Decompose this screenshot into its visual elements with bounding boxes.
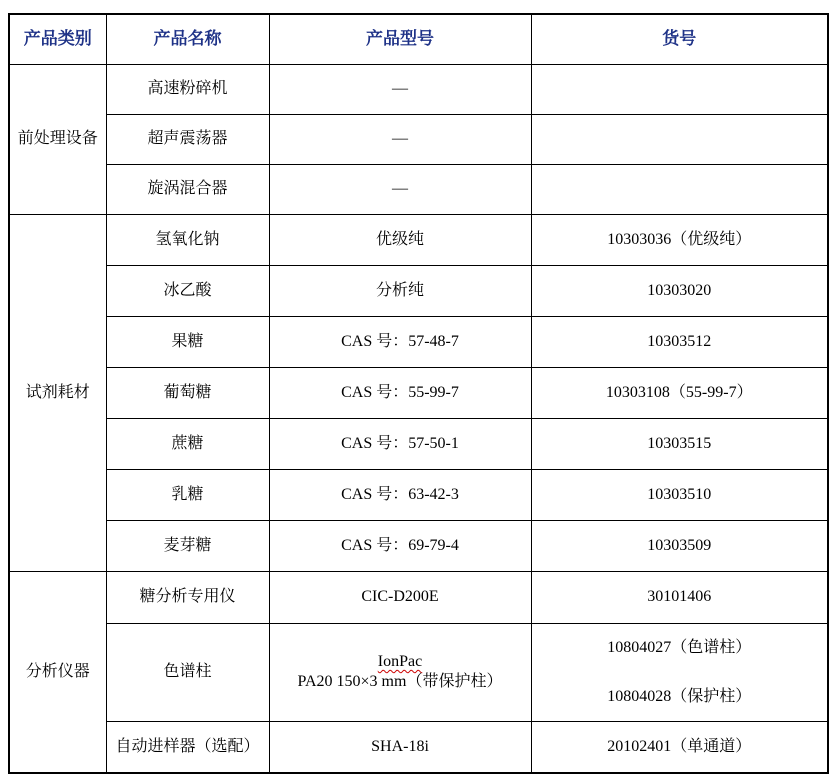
col-header-name: 产品名称 — [106, 14, 269, 64]
col-header-model: 产品型号 — [269, 14, 531, 64]
sku-cell: 10303108（55-99-7） — [531, 367, 828, 418]
product-name-cell: 冰乙酸 — [106, 265, 269, 316]
sku-line: 10804027（色谱柱） — [607, 638, 752, 656]
sku-cell — [531, 623, 828, 721]
product-name-cell: 氢氧化钠 — [106, 214, 269, 265]
model-cell: CAS 号：55-99-7 — [269, 367, 531, 418]
sku-line: 10804028（保护柱） — [607, 687, 752, 705]
sku-cell — [531, 114, 828, 164]
product-table — [8, 13, 829, 774]
model-cell: 优级纯 — [269, 214, 531, 265]
model-cell: — — [269, 164, 531, 214]
category-cell: 前处理设备 — [9, 64, 106, 214]
col-header-category: 产品类别 — [9, 14, 106, 64]
sku-cell — [531, 64, 828, 114]
product-name-cell: 乳糖 — [106, 469, 269, 520]
table-row — [9, 571, 828, 623]
model-misspelled-text: IonPac — [377, 653, 423, 670]
model-text: PA20 150×3 mm（带保护柱） — [297, 673, 503, 690]
table-row — [9, 721, 828, 773]
product-name-cell: 色谱柱 — [106, 623, 269, 721]
sku-cell: 30101406 — [531, 571, 828, 623]
model-cell: CAS 号：63-42-3 — [269, 469, 531, 520]
header-row — [9, 14, 828, 64]
model-cell: — — [269, 64, 531, 114]
model-cell: CAS 号：57-50-1 — [269, 418, 531, 469]
model-cell: CIC-D200E — [269, 571, 531, 623]
sku-cell: 10303515 — [531, 418, 828, 469]
model-cell: SHA-18i — [269, 721, 531, 773]
table-row — [9, 367, 828, 418]
sku-cell: 10303020 — [531, 265, 828, 316]
product-name-cell: 糖分析专用仪 — [106, 571, 269, 623]
table-row — [9, 418, 828, 469]
sku-cell: 20102401（单通道） — [531, 721, 828, 773]
product-name-cell: 蔗糖 — [106, 418, 269, 469]
product-name-cell: 超声震荡器 — [106, 114, 269, 164]
sku-multi-line — [536, 638, 824, 707]
product-name-cell: 麦芽糖 — [106, 520, 269, 571]
product-name-cell: 果糖 — [106, 316, 269, 367]
product-name-cell: 旋涡混合器 — [106, 164, 269, 214]
product-name-cell: 葡萄糖 — [106, 367, 269, 418]
model-cell: CAS 号：57-48-7 — [269, 316, 531, 367]
sku-cell: 10303512 — [531, 316, 828, 367]
model-cell: CAS 号：69-79-4 — [269, 520, 531, 571]
sku-cell: 10303036（优级纯） — [531, 214, 828, 265]
category-cell: 分析仪器 — [9, 571, 106, 773]
model-cell — [269, 623, 531, 721]
sku-cell: 10303509 — [531, 520, 828, 571]
model-cell: — — [269, 114, 531, 164]
col-header-sku: 货号 — [531, 14, 828, 64]
sku-cell: 10303510 — [531, 469, 828, 520]
table-row — [9, 316, 828, 367]
product-name-cell: 自动进样器（选配） — [106, 721, 269, 773]
table-row — [9, 265, 828, 316]
product-name-cell: 高速粉碎机 — [106, 64, 269, 114]
table-row — [9, 64, 828, 114]
table-row — [9, 114, 828, 164]
table-row — [9, 164, 828, 214]
table-row — [9, 214, 828, 265]
table-row — [9, 520, 828, 571]
table-row — [9, 623, 828, 721]
table-row — [9, 469, 828, 520]
category-cell: 试剂耗材 — [9, 214, 106, 571]
sku-cell — [531, 164, 828, 214]
model-cell: 分析纯 — [269, 265, 531, 316]
